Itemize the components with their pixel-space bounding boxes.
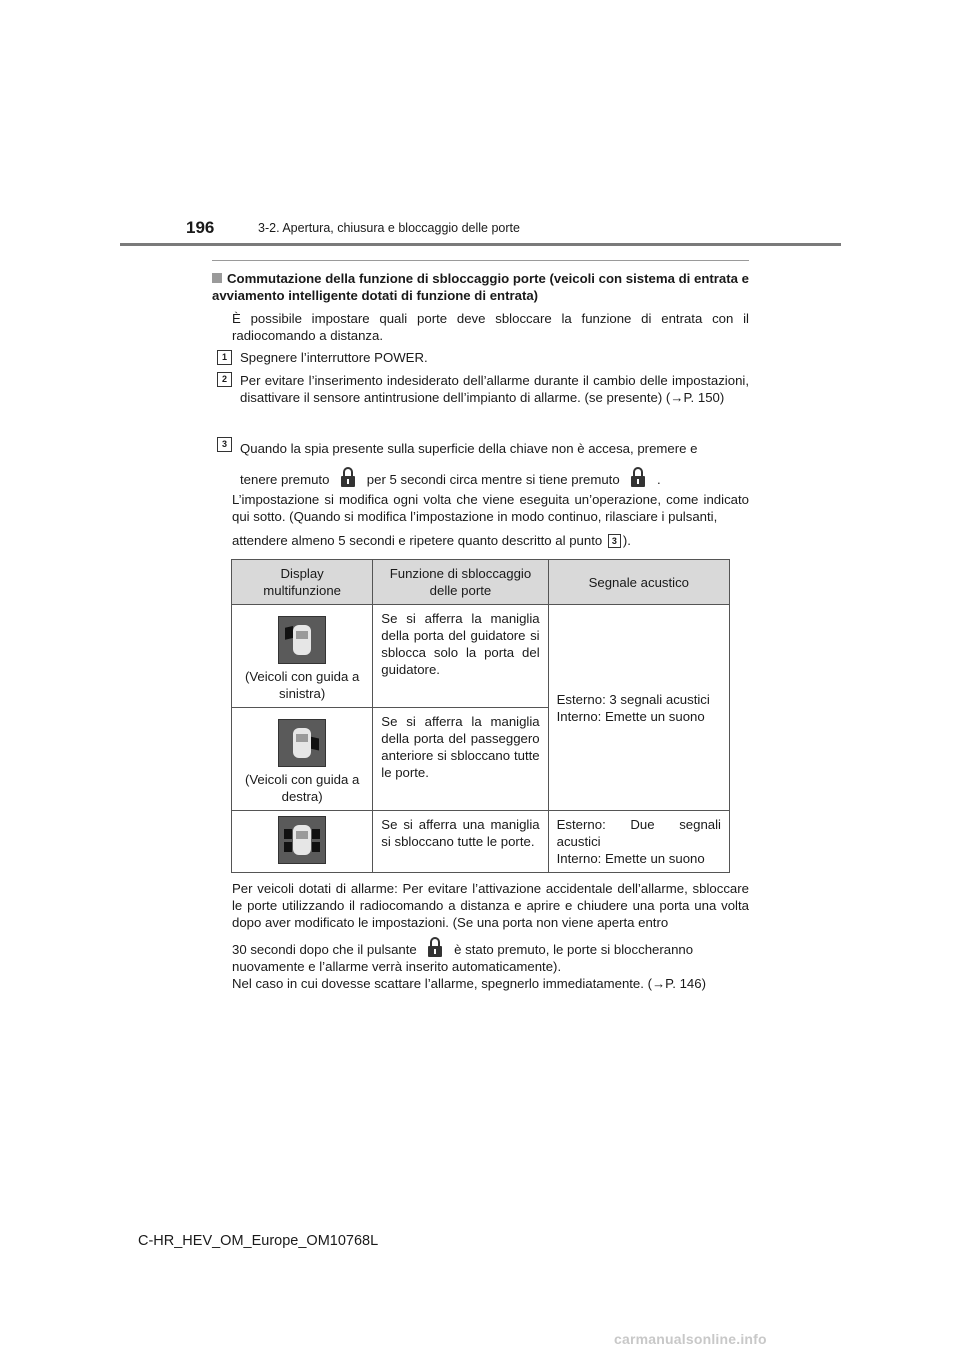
table-cell-function: Se si afferra una maniglia si sbloccano tutte le porte. [373,811,548,873]
signal-internal: Interno: Emette un suono [556,851,705,866]
display-caption: (Veicoli con guida a sinistra) [244,669,360,701]
table-row [232,605,730,708]
table-header-row [232,560,730,605]
signal-external: Esterno: Due segnali acustici [556,817,721,849]
heading-text: Commutazione della funzione di sbloccaggio porte (veicoli con sistema di entrata e avviamento intelligente dotati di funzione di entrata) [212,271,749,303]
unlock-icon [629,466,647,488]
settings-explanation: L’impostazione si modifica ogni volta che viene eseguita un’operazione, come indicato qui sotto. (Quando si modifica l’impostazione in modo continuo, rilasciare i pulsanti, [232,492,749,524]
table-header: Display multifunzione [232,560,373,605]
signal-external: Esterno: 3 segnali acustici [556,691,710,707]
step-3-part-3: . [657,472,661,487]
settings-explanation-end [232,532,631,549]
table-cell-display [232,605,373,708]
car-door-display-icon [278,816,326,864]
car-door-display-icon [278,616,326,664]
step-3-text: Quando la spia presente sulla superficie della chiave non è accesa, premere e [240,441,698,456]
signal-internal: Interno: Emette un suono [556,708,705,724]
section-heading [212,270,749,304]
table-cell-signal [548,811,729,873]
content-divider [212,260,749,261]
alarm-note: Per veicoli dotati di allarme: Per evitare l’attivazione accidentale dell’allarme, sbloccare le porte utilizzando il radiocomando a distanza e aprire e chiudere una porta una volta dopo aver modificato le impostazioni. (Se una porta non viene aperta entro [232,881,749,930]
table-cell-function: Se si afferra la maniglia della porta del passeggero anteriore si sbloccano tutte le porte. [373,708,548,811]
step-2-text: Per evitare l’inserimento indesiderato dell’allarme durante il cambio delle impostazioni, disattivare il sensore antintrusione dell’impianto di allarme. (se presente) (→P. 150) [240,373,749,405]
intro-paragraph: È possibile impostare quali porte deve sbloccare la funzione di entrata con il radiocomando a distanza. [232,311,749,343]
table-row [232,811,730,873]
step-number-1: 1 [217,350,232,365]
step-3-part-1: tenere premuto [240,472,330,487]
step-reference-3: 3 [608,534,621,548]
page-number: 196 [186,218,215,237]
alarm-note-line-2 [232,936,749,958]
display-caption: (Veicoli con guida a destra) [244,772,360,804]
unlock-icon [426,936,444,958]
settings-table [231,559,730,873]
car-door-display-icon [278,719,326,767]
table-header: Segnale acustico [548,560,729,605]
header-divider [120,243,841,246]
alarm-note-line-3: nuovamente e l’allarme verrà inserito automaticamente). [232,959,562,974]
step-number-2: 2 [217,372,232,387]
step-3-part-2: per 5 secondi circa mentre si tiene premuto [366,472,620,487]
step-number-3: 3 [217,437,232,452]
heading-bullet-icon [212,273,222,283]
table-header: Funzione di sbloccaggio delle porte [373,560,548,605]
table-cell-signal [548,605,729,811]
note-part-2: è stato premuto, le porte si bloccheranno [454,942,694,957]
table-cell-function: Se si afferra la maniglia della porta del guidatore si sblocca solo la porta del guidatore. [373,605,548,708]
table-cell-display [232,811,373,873]
section-title: 3-2. Apertura, chiusura e bloccaggio delle porte [258,221,520,235]
lock-icon [339,466,357,488]
explanation-part-2: ). [622,533,631,548]
note-part-1: 30 secondi dopo che il pulsante [232,942,417,957]
manual-code-footer: C-HR_HEV_OM_Europe_OM10768L [138,1233,379,1249]
alarm-note-line-4: Nel caso in cui dovesse scattare l’allarme, spegnerlo immediatamente. (→P. 146) [232,976,706,991]
table-cell-display [232,708,373,811]
step-3-text-cont [240,466,661,488]
step-1-text: Spegnere l’interruttore POWER. [240,350,428,365]
explanation-part-1: attendere almeno 5 secondi e ripetere quanto descritto al punto [232,533,603,548]
watermark: carmanualsonline.info [614,1331,767,1347]
